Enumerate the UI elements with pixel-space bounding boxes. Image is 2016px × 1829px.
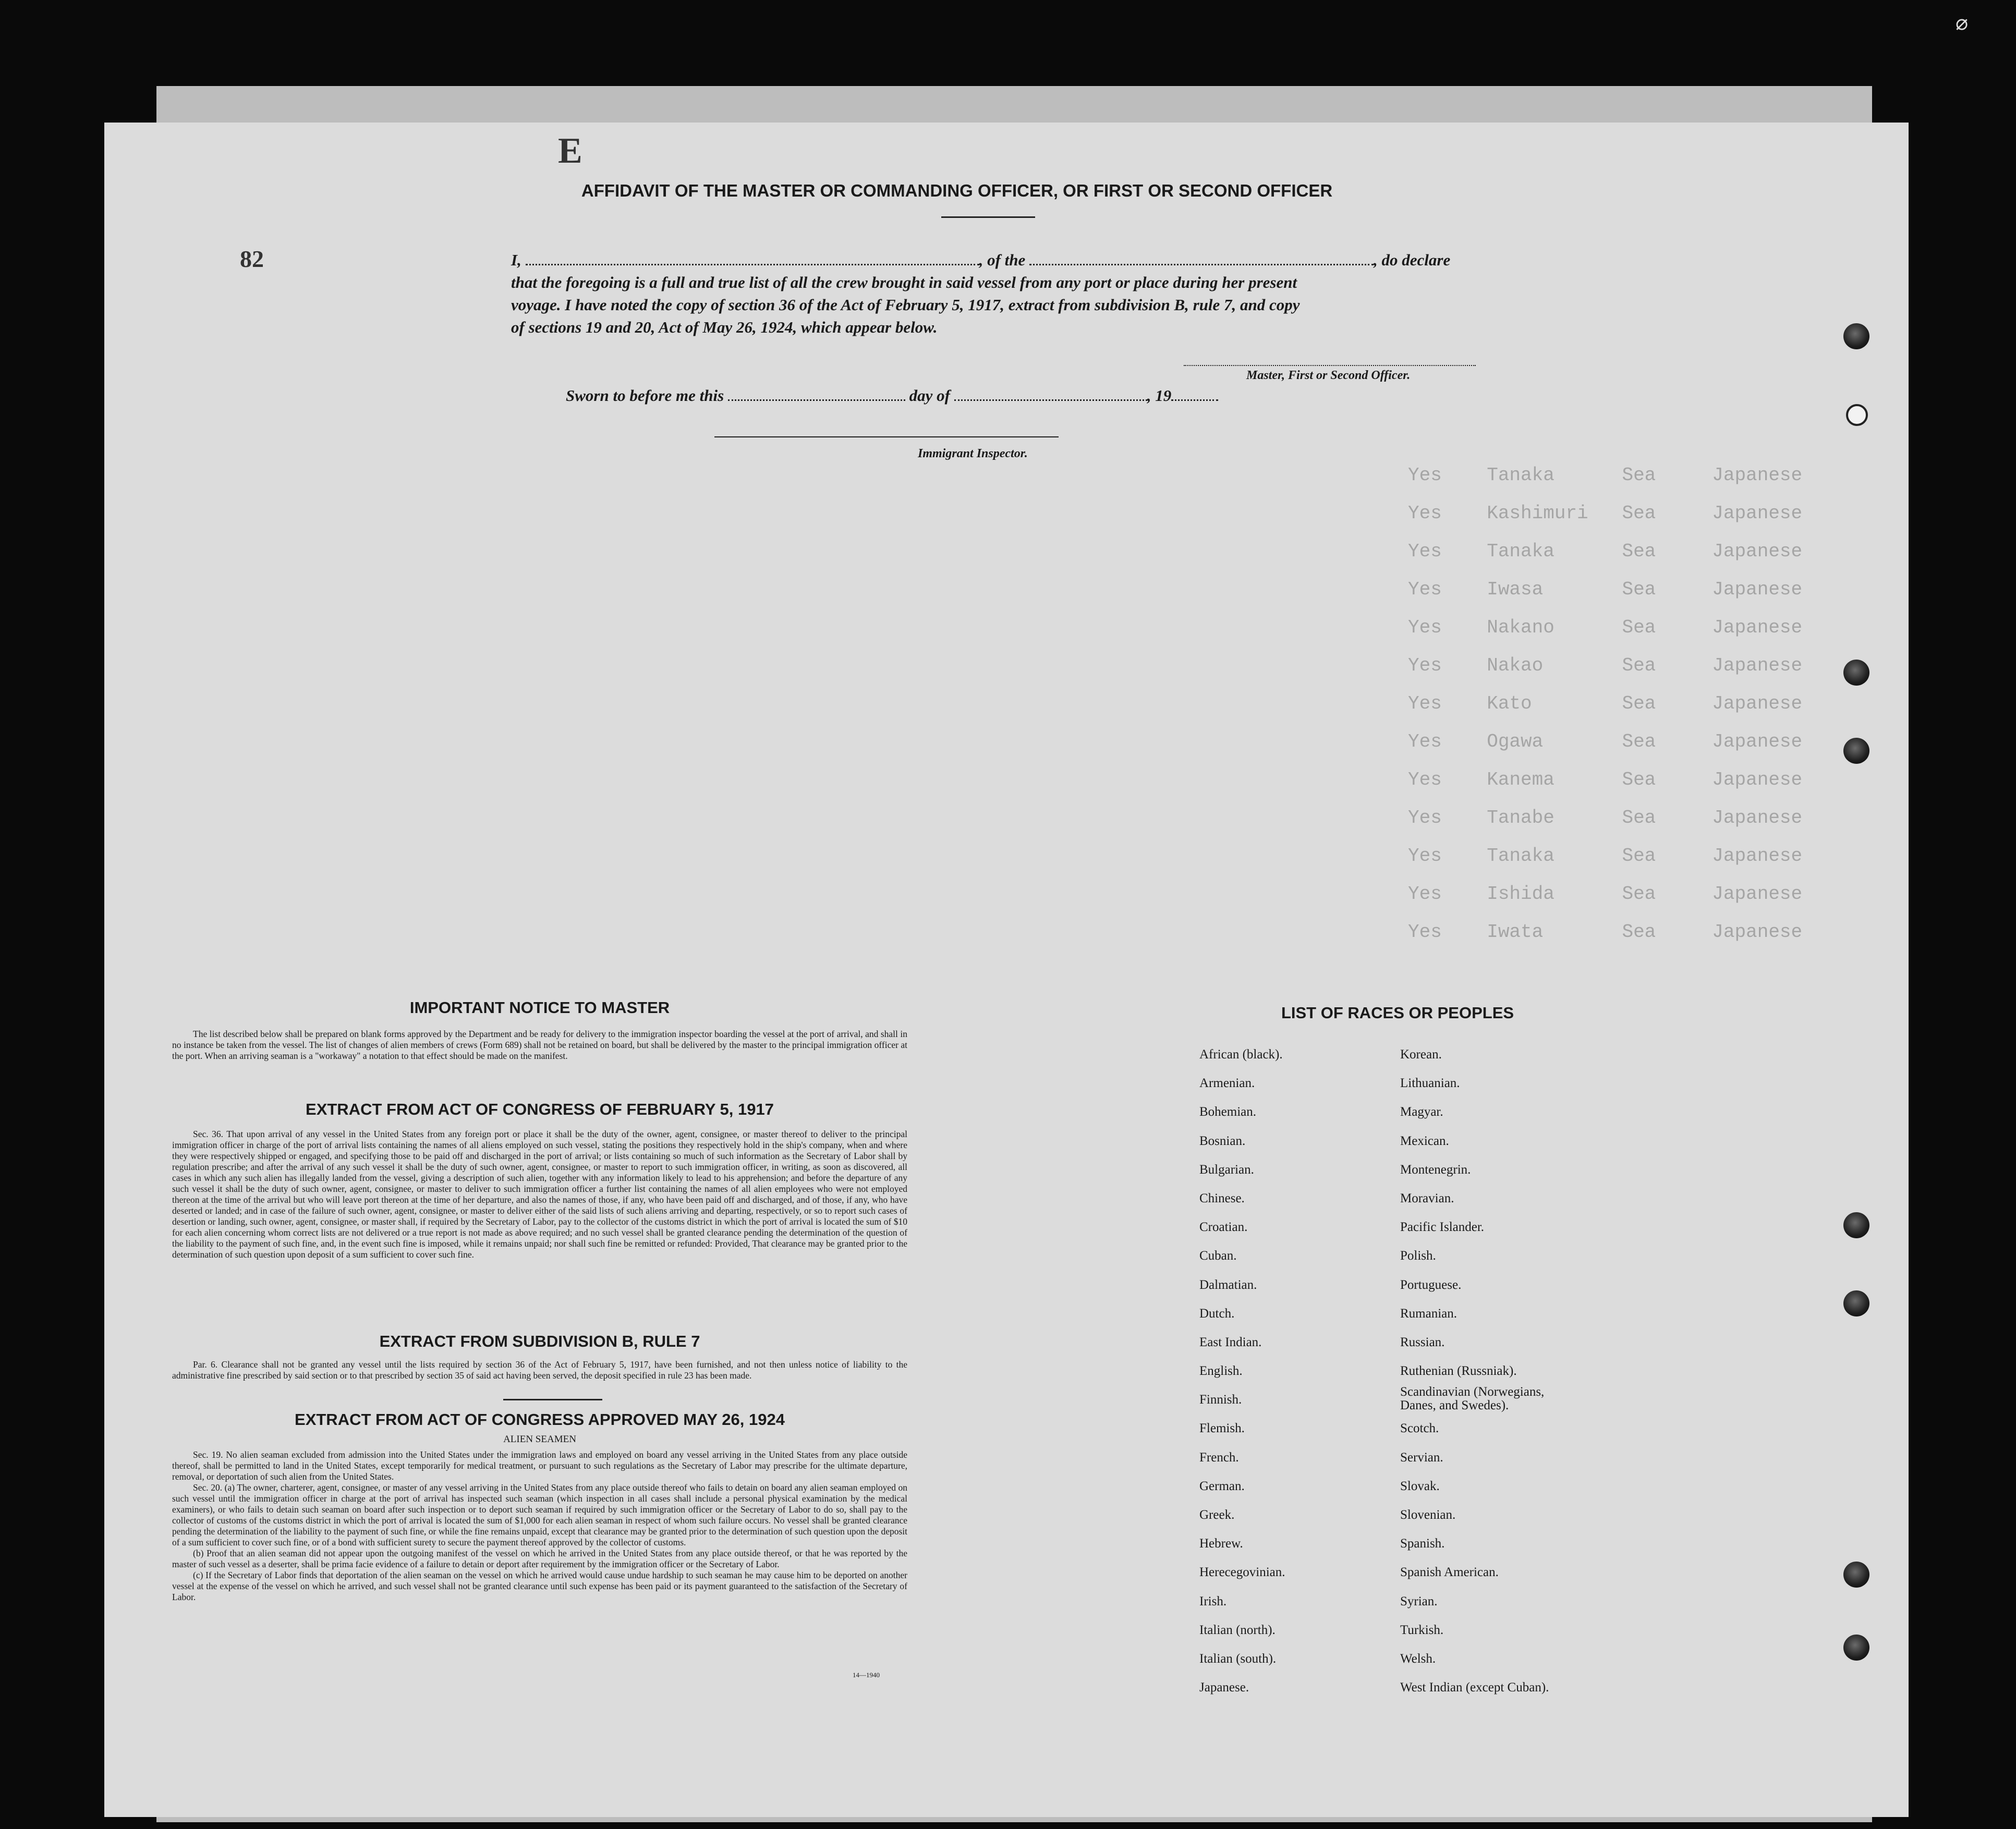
section-20c-paragraph: (c) If the Secretary of Labor finds that deportation of the alien seaman on the vessel on which he arrived would cause undue hardship to such seaman he may cause him to be deported on another vessel at the expense of the vessel on which he arrived, and such vessel shall not be granted clearance until such expense has been paid or its payment guaranteed to the satisfaction of the Secretary of Labor.: [172, 1570, 907, 1602]
sworn-month-field[interactable]: [954, 388, 1147, 401]
sworn-date-field[interactable]: [728, 388, 905, 401]
race-item: Herecegovinian.: [1199, 1565, 1285, 1580]
race-item: Ruthenian (Russniak).: [1400, 1364, 1517, 1379]
race-item: Slovenian.: [1400, 1508, 1456, 1522]
punch-hole: [1846, 404, 1868, 426]
race-item: Servian.: [1400, 1450, 1443, 1465]
sworn-year-prefix: , 19: [1147, 386, 1172, 405]
race-item: Italian (north).: [1199, 1623, 1276, 1637]
subdivision-heading: EXTRACT FROM SUBDIVISION B, RULE 7: [379, 1332, 700, 1350]
name-field[interactable]: [526, 252, 979, 265]
notice-paragraph: The list described below shall be prepared on blank forms approved by the Department and be ready for delivery to the immigration inspector boarding the vessel at the port of arrival, and shall in no instance be taken from the vessel. The list of changes of alien members of crews (Form 689) shall not be retained on board, but shall be delivered by the master to the principal immigration officer at the port. When an arriving seaman is a "workaway" a notation to that effect should be made on the manifest.: [172, 1029, 907, 1061]
race-item: Montenegrin.: [1400, 1162, 1471, 1177]
race-item: Turkish.: [1400, 1623, 1444, 1637]
race-item: Finnish.: [1199, 1393, 1242, 1407]
race-item: Spanish.: [1400, 1537, 1445, 1551]
race-item: Polish.: [1400, 1249, 1436, 1263]
race-item: East Indian.: [1199, 1335, 1262, 1349]
race-item: Dutch.: [1199, 1306, 1235, 1321]
extract-1924-text: [172, 1449, 907, 1603]
inspector-signature-line[interactable]: [714, 436, 1059, 437]
race-item: Bulgarian.: [1199, 1162, 1254, 1177]
subdivision-text: [172, 1359, 907, 1381]
race-item: Irish.: [1199, 1594, 1227, 1608]
extract-1917-text: [172, 1129, 907, 1260]
race-item: Bosnian.: [1199, 1133, 1246, 1148]
master-signature-label: Master, First or Second Officer.: [1246, 369, 1411, 382]
race-item: German.: [1199, 1479, 1245, 1493]
master-signature-line[interactable]: [1184, 365, 1476, 366]
affidavit-heading: AFFIDAVIT OF THE MASTER OR COMMANDING OFFICER, OR FIRST OR SECOND OFFICER: [581, 181, 1333, 200]
punch-hole: [1843, 1562, 1869, 1588]
race-item: African (black).: [1199, 1047, 1283, 1062]
sworn-text: Sworn to before me this: [566, 386, 724, 405]
section-20a-paragraph: Sec. 20. (a) The owner, charterer, agent, consignee, or master of any vessel arriving in the United States from any place outside thereof who fails to detain on board any alien seaman employed on such vessel until the immigration officer in charge at the port of arrival has inspected such seaman (which inspection in all cases shall include a personal physical examination by the medical examiners), or who fails to detain such seaman on board after such inspection or to deport such seaman if required by such immigration officer or the Secretary of Labor to do so, shall pay to the collector of customs of the customs district in which the port of arrival is located the sum of $1,000 for each alien seaman in respect of whom such failure occurs. No vessel shall be granted clearance pending the determination of the liability to the payment of such fine, or while the fine remains unpaid, except that clearance may be granted prior to the determination of such question upon the deposit of a sum sufficient to cover such fine, or of a bond with sufficient surety to secure the payment thereof approved by the collector of customs.: [172, 1482, 907, 1547]
paragraph-6: Par. 6. Clearance shall not be granted any vessel until the lists required by section 36 of the Act of February 5, 1917, have been furnished, and not then unless notice of liability to the administrative fine prescribed by said section or to that prescribed by section 35 of said act having been served, the deposit specified in rule 23 has been made.: [172, 1359, 907, 1381]
section-divider: [503, 1399, 602, 1400]
corner-number: 82: [240, 246, 264, 272]
race-item: West Indian (except Cuban).: [1400, 1680, 1549, 1695]
punch-hole: [1843, 1212, 1869, 1238]
race-item: Rumanian.: [1400, 1306, 1458, 1321]
race-item: Syrian.: [1400, 1594, 1438, 1608]
extract-1917-heading: EXTRACT FROM ACT OF CONGRESS OF FEBRUARY 5, 1917: [306, 1100, 774, 1118]
affidavit-i: I,: [511, 251, 521, 269]
race-item: Dalmatian.: [1199, 1277, 1257, 1292]
race-item: Portuguese.: [1400, 1277, 1462, 1292]
race-item: Scotch.: [1400, 1421, 1439, 1436]
notice-heading: IMPORTANT NOTICE TO MASTER: [409, 998, 670, 1017]
race-item: Armenian.: [1199, 1076, 1255, 1091]
race-item: Welsh.: [1400, 1651, 1436, 1666]
race-item: Pacific Islander.: [1400, 1220, 1485, 1235]
section-20b-paragraph: (b) Proof that an alien seaman did not appear upon the outgoing manifest of the vessel on which he arrived in the United States from any place outside thereof, or that he was reported by the master of such vessel as a deserter, shall be prima facie evidence of a failure to detain or deport after requirement by the immigration officer or the Secretary of Labor.: [172, 1548, 907, 1569]
inspector-signature-label: Immigrant Inspector.: [918, 447, 1028, 460]
race-item: Croatian.: [1199, 1220, 1248, 1235]
bleed-through-text: Yes Tanaka Sea Japanese Yes Kashimuri Sea Japanese Yes Tanaka Sea Japanese Yes Iwasa Sea Japanese Yes Nakano Sea Japanese Yes Nakao Sea Japanese Yes Kato Sea Japanese Yes Ogawa Sea Japanese Yes Kanema Sea Japanese Yes Tanabe Sea Japanese Yes Tanaka Sea Japanese Yes Ishida Sea Japanese Yes Iwata Sea Japanese: [1408, 465, 1803, 943]
alien-seamen-subheading: ALIEN SEAMEN: [503, 1434, 576, 1445]
affidavit-of-the: , of the: [979, 251, 1026, 269]
race-item: Chinese.: [1199, 1191, 1245, 1205]
notice-text: [172, 1029, 907, 1062]
form-number: 14—1940: [853, 1671, 880, 1679]
race-item: Japanese.: [1199, 1680, 1249, 1695]
affidavit-line-1: [511, 249, 1617, 272]
punch-hole: [1843, 660, 1869, 686]
affidavit-line-3: voyage. I have noted the copy of section 36 of the Act of February 5, 1917, extract from subdivision B, rule 7, and copy: [511, 296, 1300, 314]
race-item: Flemish.: [1199, 1421, 1245, 1436]
race-item: Hebrew.: [1199, 1537, 1243, 1551]
sworn-line: [566, 384, 1400, 407]
race-item: Greek.: [1199, 1508, 1235, 1522]
affidavit-line-2: that the foregoing is a full and true list of all the crew brought in said vessel from any port or place during her present: [511, 273, 1297, 291]
section-36-paragraph: Sec. 36. That upon arrival of any vessel in the United States from any foreign port or place it shall be the duty of the owner, agent, consignee, or master thereof to deliver to the principal immigration officer in charge of the port of arrival lists containing the names of all aliens employed on such vessel, stating the positions they respectively hold in the ship's company, when and where they were respectively shipped or engaged, and specifying those to be paid off and discharged in the port of arrival; or lists containing so much of such information as the Secretary of Labor shall by regulation prescribe; and after the arrival of any such vessel it shall be the duty of such owner, agent, consignee, or master to report to such immigration officer, in writing, as soon as discovered, all cases in which any such alien has illegally landed from the vessel, giving a description of such alien, together with any information likely to lead to his apprehension; and before the departure of any such vessel it shall be the duty of such owner, agent, consignee, or master to deliver to such immigration officer a further list containing the names of all alien employees who were not employed thereon at the time of the arrival but who will leave port thereon at the time of her departure, and also the names of those, if any, who have been paid off and discharged, and of those, if any, who have deserted or landed; and in case of the failure of such owner, agent, consignee, or master to deliver either of the said lists of such aliens arriving and departing, respectively, or so to report such cases of desertion or landing, such owner, agent, consignee, or master shall, if required by the Secretary of Labor, pay to the collector of the customs district in which the port of arrival is located the sum of $10 for each alien concerning whom correct lists are not delivered or a true report is not made as above required; and no such vessel shall be granted clearance pending the determination of the question of the liability to the payment of such fine, and, in the event such fine is imposed, while it remains unpaid; nor shall such fine be remitted or refunded: Provided, That clearance may be granted prior to the determination of such question upon deposit of a sum sufficient to cover such fine.: [172, 1129, 907, 1260]
race-item: Italian (south).: [1199, 1651, 1277, 1666]
manifest-page: [104, 123, 1909, 1817]
race-item: Moravian.: [1400, 1191, 1454, 1205]
race-item: English.: [1199, 1364, 1243, 1379]
races-right-column: [1400, 1040, 1572, 1702]
affidavit-line-4: of sections 19 and 20, Act of May 26, 1924, which appear below.: [511, 318, 938, 336]
punch-hole: [1843, 323, 1869, 349]
race-item: Magyar.: [1400, 1105, 1443, 1119]
punch-hole: [1843, 738, 1869, 764]
race-item: Russian.: [1400, 1335, 1445, 1349]
race-item: Scandinavian (Norwegians, Danes, and Swedes).: [1400, 1385, 1545, 1413]
extract-1924-heading: EXTRACT FROM ACT OF CONGRESS APPROVED MAY 26, 1924: [295, 1410, 785, 1429]
race-item: Mexican.: [1400, 1133, 1449, 1148]
heading-rule: [941, 216, 1035, 218]
sworn-day-of: day of: [909, 386, 950, 405]
races-heading: LIST OF RACES OR PEOPLES: [1281, 1004, 1514, 1022]
race-item: Cuban.: [1199, 1249, 1237, 1263]
sworn-year-field[interactable]: [1171, 388, 1218, 401]
race-item: Spanish American.: [1400, 1565, 1499, 1580]
race-item: French.: [1199, 1450, 1239, 1465]
stamp-mark: E: [558, 131, 582, 171]
race-item: Bohemian.: [1199, 1105, 1257, 1119]
races-left-column: [1199, 1040, 1285, 1702]
punch-hole: [1843, 1635, 1869, 1661]
race-item: Lithuanian.: [1400, 1076, 1460, 1091]
race-item: Korean.: [1400, 1047, 1442, 1062]
race-item: Slovak.: [1400, 1479, 1440, 1493]
section-19-paragraph: Sec. 19. No alien seaman excluded from admission into the United States under the immigration laws and employed on board any vessel arriving in the United States from any place outside thereof, shall be permitted to land in the United States, except temporarily for medical treatment, or pursuant to such regulations as the Secretary of Labor may prescribe for the ultimate departure, removal, or deportation of such alien from the United States.: [172, 1449, 907, 1482]
punch-hole: [1843, 1290, 1869, 1316]
vessel-field[interactable]: [1029, 252, 1374, 265]
affidavit-do-declare: , do declare: [1374, 251, 1451, 269]
page-mark: ⌀: [1956, 11, 1969, 34]
